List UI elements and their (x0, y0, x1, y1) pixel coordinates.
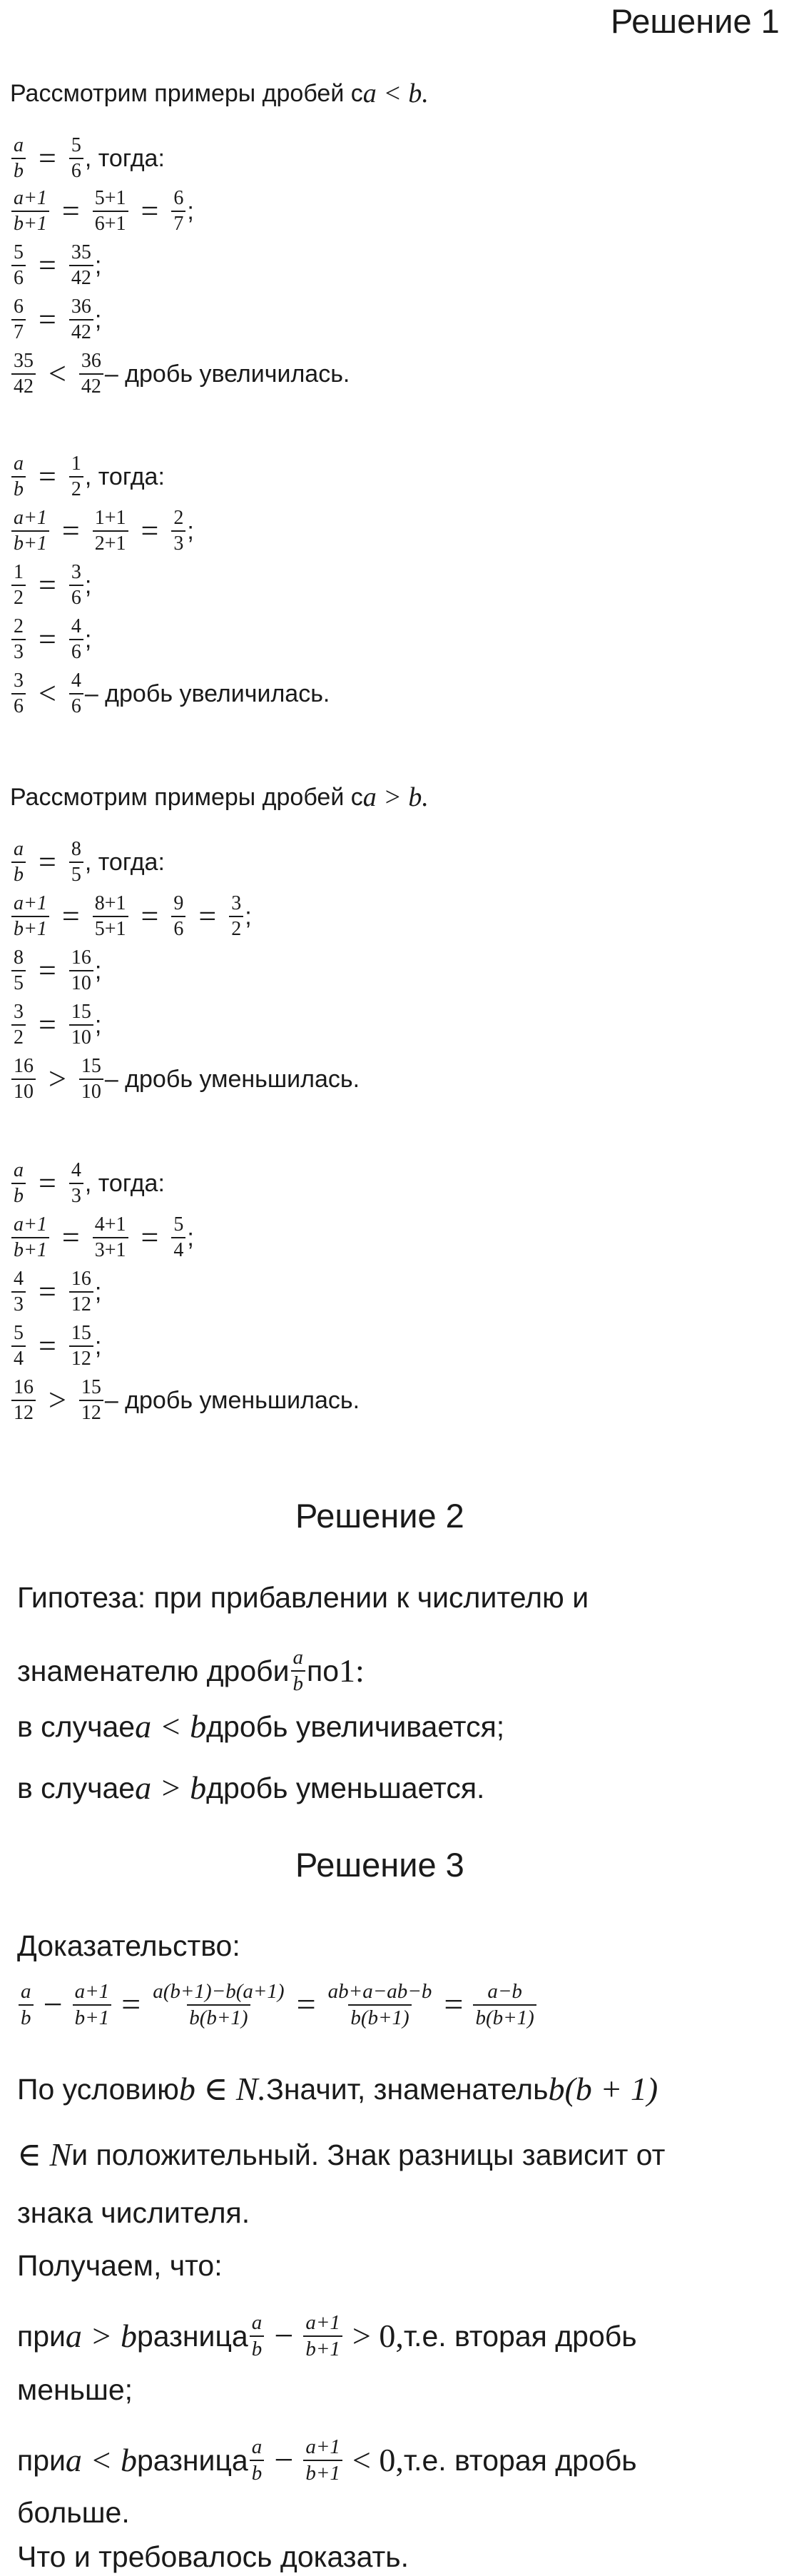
proof-conclusion: Что и требовалось доказать. (17, 2540, 409, 2573)
formula-line: $\frac{a+1}{b+1}$ = $\frac{1+1}{2+1}$ = $\frac{2}{3}$ ; (10, 507, 194, 555)
formula-line: $\frac{a+1}{b+1}$ = $\frac{8+1}{5+1}$ = $\frac{9}{6}$ = $\frac{3}{2}$ ; (10, 892, 252, 941)
fraction: $\frac{1}{2}$ (69, 453, 83, 501)
proof-line: Получаем, что: (17, 2249, 223, 2282)
fraction: $\frac{16}{12}$ (69, 1268, 93, 1316)
formula-line: $\frac{35}{42}$ < $\frac{36}{42}$ – дробь увеличилась. (10, 350, 350, 398)
intro-line (10, 80, 429, 107)
fraction: $\frac{2}{3}$ (171, 507, 185, 555)
solution-1-title: Решение 1 (611, 2, 780, 40)
fraction: $\frac{a+1}{b+1}$ (303, 2311, 342, 2362)
fraction: $\frac{15}{12}$ (69, 1322, 93, 1370)
fraction: $\frac{2}{3}$ (11, 615, 26, 664)
formula-line: $\frac{a}{b}$ = $\frac{1}{2}$ , тогда: (10, 453, 165, 501)
formula-line: $\frac{3}{2}$ = $\frac{15}{10}$ ; (10, 1001, 101, 1049)
formula-line: $\frac{a}{b}$ = $\frac{5}{6}$ , тогда: (10, 134, 165, 183)
fraction: $\frac{16}{12}$ (11, 1376, 36, 1425)
hypothesis-line: в случае a < b дробь увеличивается; (17, 1708, 505, 1744)
fraction: $\frac{35}{42}$ (11, 350, 36, 398)
proof-line: при a < b разница $\frac{a}{b}$ − $\frac{a+1}{b+1}$ < 0, т.е. вторая дробь (17, 2435, 637, 2485)
formula-line: $\frac{2}{3}$ = $\frac{4}{6}$ ; (10, 615, 91, 664)
proof-line: больше. (17, 2496, 130, 2529)
intro-condition: a > b. (362, 782, 429, 812)
fraction: $\frac{ab+a-ab-b}{b(b+1)}$ (327, 1980, 432, 2030)
fraction: $\frac{a}{b}$ (250, 2311, 265, 2362)
proof-line: меньше; (17, 2373, 133, 2406)
fraction: $\frac{a}{b}$ (11, 838, 26, 887)
fraction: $\frac{35}{42}$ (69, 241, 93, 290)
hypothesis-line: в случае a > b дробь уменьшается. (17, 1769, 485, 1806)
fraction: $\frac{8}{5}$ (69, 838, 83, 887)
formula-line: $\frac{a+1}{b+1}$ = $\frac{4+1}{3+1}$ = $\frac{5}{4}$ ; (10, 1213, 194, 1262)
formula-line: $\frac{8}{5}$ = $\frac{16}{10}$ ; (10, 946, 101, 995)
formula-line: $\frac{a}{b}$ = $\frac{8}{5}$ , тогда: (10, 838, 165, 887)
fraction: $\frac{3}{6}$ (11, 670, 26, 718)
formula-line: $\frac{5}{4}$ = $\frac{15}{12}$ ; (10, 1322, 101, 1370)
fraction: $\frac{15}{12}$ (79, 1376, 103, 1425)
intro-condition: a < b. (362, 79, 429, 108)
intro-text: Рассмотрим примеры дробей с (10, 784, 363, 811)
fraction: $\frac{4+1}{3+1}$ (93, 1213, 128, 1262)
fraction: $\frac{16}{10}$ (69, 946, 93, 995)
fraction: $\frac{15}{10}$ (79, 1055, 103, 1103)
proof-line: По условию b ∈ N. Значит, знаменатель b(b + 1) (17, 2071, 658, 2107)
fraction: $\frac{a+1}{b+1}$ (11, 187, 49, 236)
fraction: $\frac{8+1}{5+1}$ (93, 892, 128, 941)
fraction: $\frac{a-b}{b(b+1)}$ (473, 1980, 536, 2031)
fraction: $\frac{a}{b}$ (250, 2435, 265, 2486)
fraction: $\frac{16}{10}$ (11, 1055, 36, 1103)
fraction: $\frac{a+1}{b+1}$ (303, 2435, 342, 2486)
fraction: $\frac{a+1}{b+1}$ (11, 892, 49, 941)
fraction: $\frac{a}{b}$ (291, 1646, 306, 1697)
formula-line: $\frac{16}{12}$ > $\frac{15}{12}$ – дробь уменьшилась. (10, 1376, 360, 1425)
fraction: $\frac{4}{6}$ (69, 615, 83, 664)
fraction: $\frac{5+1}{6+1}$ (93, 187, 128, 236)
formula-line: $\frac{3}{6}$ < $\frac{4}{6}$ – дробь увеличилась. (10, 670, 330, 718)
fraction: $\frac{8}{5}$ (11, 946, 26, 995)
formula-line: $\frac{16}{10}$ > $\frac{15}{10}$ – дробь уменьшилась. (10, 1055, 360, 1103)
formula-line: $\frac{1}{2}$ = $\frac{3}{6}$ ; (10, 561, 91, 610)
fraction: $\frac{5}{4}$ (171, 1213, 185, 1262)
hypothesis-line: знаменателю дроби $\frac{a}{b}$ по 1: (17, 1646, 365, 1696)
fraction: $\frac{36}{42}$ (69, 296, 93, 344)
formula-line: $\frac{a+1}{b+1}$ = $\frac{5+1}{6+1}$ = $\frac{6}{7}$ ; (10, 187, 194, 236)
fraction: $\frac{9}{6}$ (171, 892, 185, 941)
hypothesis-line: Гипотеза: при прибавлении к числителю и (17, 1581, 589, 1614)
fraction: $\frac{6}{7}$ (11, 296, 26, 344)
fraction: $\frac{5}{6}$ (69, 134, 83, 183)
formula-line: $\frac{6}{7}$ = $\frac{36}{42}$ ; (10, 296, 101, 344)
fraction: $\frac{a}{b}$ (11, 1159, 26, 1208)
fraction: $\frac{3}{2}$ (229, 892, 243, 941)
fraction: $\frac{4}{3}$ (11, 1268, 26, 1316)
fraction: $\frac{1+1}{2+1}$ (93, 507, 128, 555)
fraction: $\frac{a+1}{b+1}$ (73, 1980, 112, 2031)
fraction: $\frac{6}{7}$ (171, 187, 185, 236)
proof-line: знака числителя. (17, 2196, 250, 2229)
proof-line: Доказательство: (17, 1929, 240, 1962)
fraction: $\frac{4}{3}$ (69, 1159, 83, 1208)
intro-line (10, 784, 429, 811)
proof-line: при a > b разница $\frac{a}{b}$ − $\frac{a+1}{b+1}$ > 0, т.е. вторая дробь (17, 2311, 637, 2361)
fraction: $\frac{5}{6}$ (11, 241, 26, 290)
fraction: $\frac{a(b+1)-b(a+1)}{b(b+1)}$ (153, 1980, 285, 2030)
fraction: $\frac{1}{2}$ (11, 561, 26, 610)
fraction: $\frac{4}{6}$ (69, 670, 83, 718)
proof-line: ∈ N и положительный. Знак разницы зависит от (17, 2136, 666, 2173)
fraction: $\frac{a}{b}$ (19, 1980, 34, 2031)
fraction: $\frac{a+1}{b+1}$ (11, 507, 49, 555)
fraction: $\frac{a}{b}$ (11, 453, 26, 501)
fraction: $\frac{3}{6}$ (69, 561, 83, 610)
solution-2-title: Решение 2 (295, 1497, 464, 1535)
proof-equation: $\frac{a}{b}$ − $\frac{a+1}{b+1}$ = $\frac{a(b+1)-b(a+1)}{b(b+1)}$ = $\frac{ab+a-ab-b}{b(b+1)}$ = $\frac{a-b}{b(b+1)}$ (17, 1980, 538, 2031)
fraction: $\frac{15}{10}$ (69, 1001, 93, 1049)
solution-3-title: Решение 3 (295, 1846, 464, 1884)
fraction: $\frac{36}{42}$ (79, 350, 103, 398)
formula-line: $\frac{4}{3}$ = $\frac{16}{12}$ ; (10, 1268, 101, 1316)
fraction: $\frac{3}{2}$ (11, 1001, 26, 1049)
formula-line: $\frac{a}{b}$ = $\frac{4}{3}$ , тогда: (10, 1159, 165, 1208)
fraction: $\frac{a}{b}$ (11, 134, 26, 183)
fraction: $\frac{5}{4}$ (11, 1322, 26, 1370)
intro-text: Рассмотрим примеры дробей с (10, 80, 363, 107)
fraction: $\frac{a+1}{b+1}$ (11, 1213, 49, 1262)
formula-line: $\frac{5}{6}$ = $\frac{35}{42}$ ; (10, 241, 101, 290)
